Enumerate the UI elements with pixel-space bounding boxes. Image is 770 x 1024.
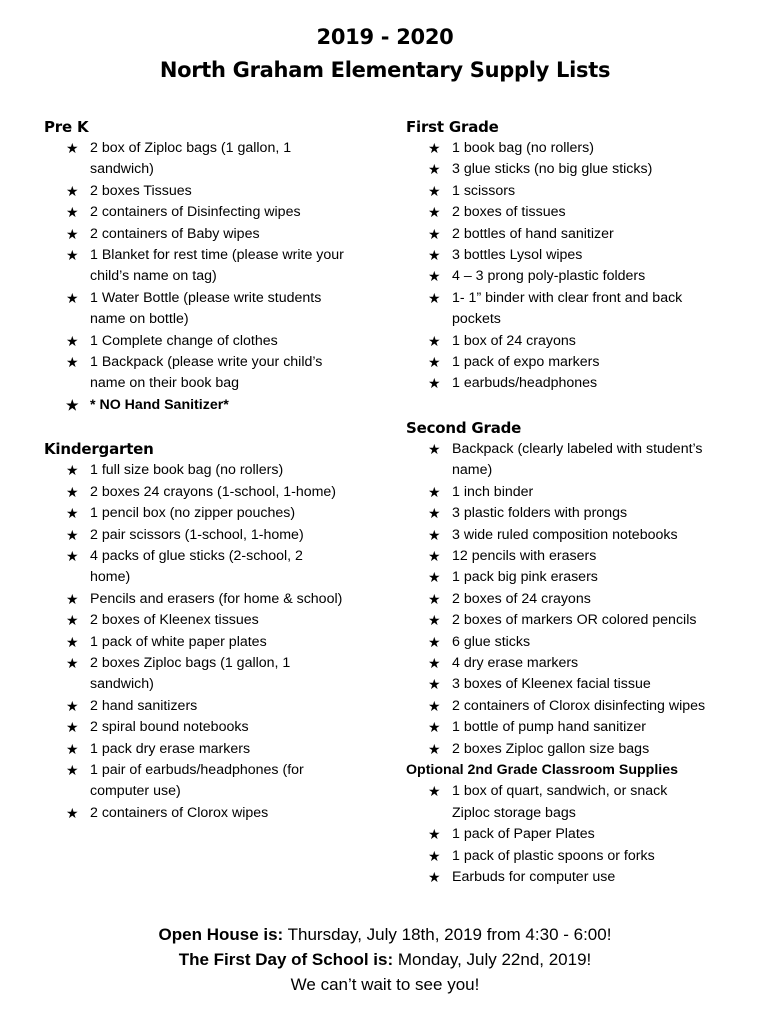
list-item: ★ 3 glue sticks (no big glue sticks) [406,159,736,180]
star-bullet-icon: ★ [428,483,441,500]
first-day-label: The First Day of School is: [178,950,394,969]
list-item: ★ 1 full size book bag (no rollers) [44,460,374,481]
list-item-continuation: name on their book bag [90,375,240,392]
list-item: ★ Earbuds for computer use [406,867,736,888]
star-bullet-icon: ★ [66,697,79,714]
star-bullet-icon: ★ [66,804,79,821]
star-bullet-icon: ★ [428,869,441,885]
list-item: ★ 1 book bag (no rollers) [406,138,736,159]
list-item: ★ 1 bottle of pump hand sanitizer [406,717,736,738]
star-bullet-icon: ★ [428,612,441,629]
list-item: ★ 1 scissors [406,181,736,202]
list-item: ★ 2 boxes of tissues [406,202,736,223]
list-item: ★ 1 box of 24 crayons [406,331,736,352]
list-item: ★ 1 pack big pink erasers [406,567,736,588]
list-item: ★ Pencils and erasers (for home & school) [44,589,374,610]
star-bullet-icon: ★ [66,547,79,564]
list-item-continuation: child’s name on tag) [90,268,217,285]
star-bullet-icon: ★ [66,483,79,500]
list-item: ★ 1 box of quart, sandwich, or snack [406,781,736,802]
star-bullet-icon: ★ [66,740,79,757]
star-bullet-icon: ★ [428,697,441,714]
star-bullet-icon: ★ [428,268,441,285]
list-item: ★ 1 inch binder [406,482,736,503]
list-item: ★ 2 spiral bound notebooks [44,717,374,738]
star-bullet-icon: ★ [428,161,441,178]
list-item-continuation: sandwich) [90,161,154,178]
star-bullet-icon: ★ [428,740,441,757]
star-bullet-icon: ★ [66,204,79,221]
star-bullet-icon: ★ [66,396,79,413]
star-bullet-icon: ★ [428,590,441,607]
star-bullet-icon: ★ [66,354,79,371]
list-item: ★ 2 boxes Tissues [44,181,374,202]
document-title: North Graham Elementary Supply Lists [159,58,611,82]
list-item: ★ 1- 1” binder with clear front and back [406,288,736,309]
prek-heading: Pre K [44,118,89,136]
star-bullet-icon: ★ [66,247,79,264]
list-item-continuation: home) [90,569,131,586]
first-day-date: Monday, July 22nd, 2019! [393,950,592,969]
list-item-continuation: pockets [452,311,501,328]
list-item: ★ 2 boxes Ziploc bags (1 gallon, 1 [44,653,374,674]
star-bullet-icon: ★ [428,440,441,457]
list-item: ★ 1 earbuds/headphones [406,373,736,394]
star-bullet-icon: ★ [66,612,79,629]
list-item: ★ 1 pack of plastic spoons or forks [406,846,736,867]
star-bullet-icon: ★ [428,204,441,221]
star-bullet-icon: ★ [428,847,441,864]
list-item: ★ 2 hand sanitizers [44,696,374,717]
list-item: ★ 2 boxes of 24 crayons [406,589,736,610]
list-item: ★ 6 glue sticks [406,632,736,653]
star-bullet-icon: ★ [66,462,79,479]
star-bullet-icon: ★ [428,140,441,156]
star-bullet-icon: ★ [428,505,441,522]
star-bullet-icon: ★ [66,719,79,736]
list-item: ★ 1 pencil box (no zipper pouches) [44,503,374,524]
list-item: ★ 3 plastic folders with prongs [406,503,736,524]
list-item-continuation: name) [452,462,493,479]
list-item: ★ Backpack (clearly labeled with student’s [406,439,736,460]
list-item: ★ 2 box of Ziploc bags (1 gallon, 1 [44,138,374,159]
list-item: ★ 12 pencils with erasers [406,546,736,567]
closing-line: We can’t wait to see you! [290,975,480,994]
open-house-date: Thursday, July 18th, 2019 from 4:30 - 6:00! [283,925,612,944]
star-bullet-icon: ★ [428,719,441,736]
right-column [406,116,736,888]
star-bullet-icon: ★ [66,526,79,543]
list-item: ★ 1 pack dry erase markers [44,739,374,760]
star-bullet-icon: ★ [66,225,79,242]
list-item: ★ 4 dry erase markers [406,653,736,674]
second-grade-heading: Second Grade [406,418,522,437]
star-bullet-icon: ★ [66,761,79,778]
list-item-no-sanitizer: ★ * NO Hand Sanitizer* [44,395,374,416]
list-item-continuation: computer use) [90,783,181,800]
star-bullet-icon: ★ [428,354,441,371]
star-bullet-icon: ★ [66,590,79,607]
list-item: ★ 2 boxes 24 crayons (1-school, 1-home) [44,482,374,503]
star-bullet-icon: ★ [428,182,441,199]
star-bullet-icon: ★ [428,247,441,264]
star-bullet-icon: ★ [428,289,441,306]
list-item: ★ 2 boxes of Kleenex tissues [44,610,374,631]
list-item: ★ 3 wide ruled composition notebooks [406,525,736,546]
optional-supplies-heading: Optional 2nd Grade Classroom Supplies [406,761,678,778]
list-item: ★ 3 bottles Lysol wipes [406,245,736,266]
star-bullet-icon: ★ [66,289,79,306]
prek-list [44,138,374,416]
first-day-line [0,947,770,972]
list-item: ★ 1 Backpack (please write your child’s [44,352,374,373]
star-bullet-icon: ★ [428,654,441,671]
list-item: ★ 2 pair scissors (1-school, 1-home) [44,525,374,546]
document-year: 2019 - 2020 [316,25,454,49]
star-bullet-icon: ★ [66,654,79,671]
list-item: ★ 2 containers of Clorox disinfecting wipes [406,696,736,717]
second-grade-list [406,439,736,760]
open-house-line [0,922,770,947]
first-grade-list [406,138,736,395]
list-item-continuation: name on bottle) [90,311,189,328]
list-item: ★ 4 packs of glue sticks (2-school, 2 [44,546,374,567]
list-item: ★ 2 boxes Ziploc gallon size bags [406,739,736,760]
star-bullet-icon: ★ [66,140,79,156]
star-bullet-icon: ★ [428,225,441,242]
star-bullet-icon: ★ [428,633,441,650]
star-bullet-icon: ★ [66,505,79,522]
star-bullet-icon: ★ [66,633,79,650]
star-bullet-icon: ★ [428,826,441,843]
list-item: ★ 1 Blanket for rest time (please write your [44,245,374,266]
star-bullet-icon: ★ [428,676,441,693]
list-item: ★ 2 containers of Baby wipes [44,224,374,245]
list-item: ★ 1 pack of expo markers [406,352,736,373]
star-bullet-icon: ★ [428,783,441,800]
star-bullet-icon: ★ [66,182,79,199]
list-item: ★ 2 containers of Clorox wipes [44,803,374,824]
star-bullet-icon: ★ [428,569,441,586]
list-item-continuation: Ziploc storage bags [452,804,576,821]
kindergarten-heading: Kindergarten [44,440,154,459]
list-item: ★ 4 – 3 prong poly-plastic folders [406,266,736,287]
first-grade-heading: First Grade [406,118,499,136]
star-bullet-icon: ★ [428,547,441,564]
list-item-continuation: sandwich) [90,676,154,693]
kindergarten-list [44,460,374,824]
list-item: ★ 1 pair of earbuds/headphones (for [44,760,374,781]
optional-supplies-list [406,781,736,888]
left-column [44,116,374,824]
list-item: ★ 1 pack of white paper plates [44,632,374,653]
list-item: ★ 3 boxes of Kleenex facial tissue [406,674,736,695]
list-item: ★ 1 pack of Paper Plates [406,824,736,845]
star-bullet-icon: ★ [428,332,441,349]
star-bullet-icon: ★ [66,332,79,349]
star-bullet-icon: ★ [428,526,441,543]
open-house-label: Open House is: [158,925,284,944]
list-item: ★ 2 boxes of markers OR colored pencils [406,610,736,631]
list-item: ★ 1 Water Bottle (please write students [44,288,374,309]
list-item: ★ 2 containers of Disinfecting wipes [44,202,374,223]
star-bullet-icon: ★ [428,375,441,392]
list-item: ★ 1 Complete change of clothes [44,331,374,352]
list-item: ★ 2 bottles of hand sanitizer [406,224,736,245]
